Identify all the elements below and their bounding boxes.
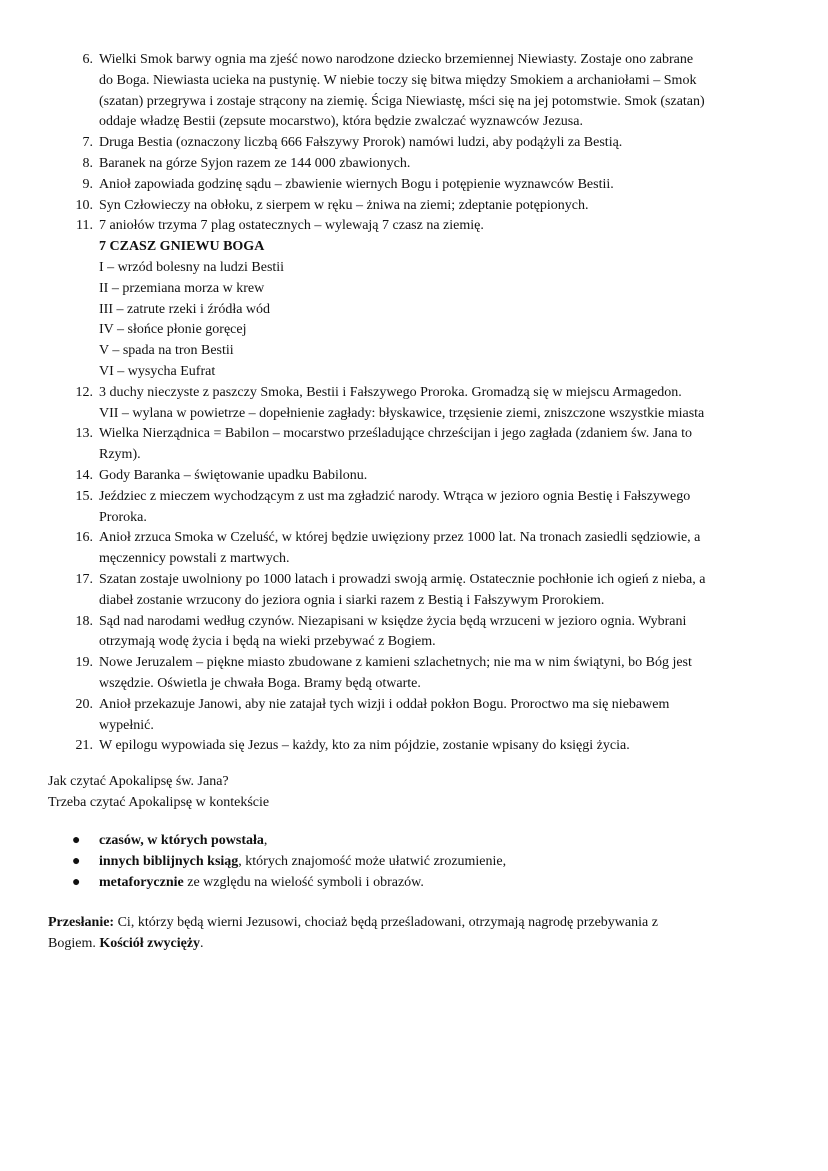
list-item — [48, 653, 778, 695]
bullet-item: ● innych biblijnych ksiąg, których znajomość może ułatwić zrozumienie, — [48, 852, 778, 873]
list-item-text: Anioł zrzuca Smoka w Czeluść, w której będzie uwięziony przez 1000 lat. Na tronach zasiedli sędziowie, a męczennicy powstali z martwych. — [99, 530, 701, 567]
list-item-number: 21. — [75, 738, 93, 754]
list-item-text: Gody Baranka – świętowanie upadku Babilonu. — [99, 467, 368, 483]
list-item — [48, 612, 778, 654]
list-item — [48, 216, 778, 237]
bowl-item: I – wrzód bolesny na ludzi Bestii — [99, 259, 285, 275]
list-item — [48, 50, 778, 133]
bowl-item: II – przemiana morza w krew — [99, 280, 265, 296]
list-item-text: Baranek na górze Syjon razem ze 144 000 zbawionych. — [99, 155, 411, 171]
message-conclusion: Kościół zwycięży — [99, 935, 201, 951]
bullet-item: ● czasów, w których powstała, — [48, 831, 778, 852]
list-item-text: Szatan zostaje uwolniony po 1000 latach i prowadzi swoją armię. Ostatecznie pochłonie ich ogień z nieba, a diabeł zostanie wrzucony do jeziora ognia i siarki razem z Bestią i Fałszywym Prorokiem. — [99, 571, 706, 608]
bullet-list — [48, 831, 778, 893]
list-item-number: 6. — [82, 52, 93, 67]
list-item-text: Anioł zapowiada godzinę sądu – zbawienie wiernych Bogu i potępienie wyznawców Bestii. — [99, 176, 614, 192]
list-item-number: 14. — [75, 467, 93, 483]
list-item — [48, 528, 778, 570]
bowl-item: VI – wysycha Eufrat — [99, 363, 216, 379]
bullet-icon: ● — [72, 874, 81, 890]
list-item — [48, 570, 778, 612]
list-item — [48, 736, 778, 757]
list-item-number: 15. — [75, 488, 93, 504]
list-item-number: 13. — [75, 426, 93, 442]
list-item-number: 7. — [82, 135, 93, 151]
list-item-number: 19. — [75, 655, 93, 671]
list-item-text: 7 aniołów trzyma 7 plag ostatecznych – wylewają 7 czasz na ziemię. — [99, 218, 484, 234]
list-item — [48, 154, 778, 175]
list-item-text: Wielka Nierządnica = Babilon – mocarstwo prześladujące chrześcijan i jego zagłada (zdaniem św. Jana to Rzym). — [99, 426, 693, 463]
list-item — [48, 383, 778, 404]
list-item-text: Syn Człowieczy na obłoku, z sierpem w ręku – żniwa na ziemi; zdeptanie potępionych. — [99, 197, 589, 213]
list-item-text: W epilogu wypowiada się Jezus – każdy, kto za nim pójdzie, zostanie wpisany do księgi życia. — [99, 738, 630, 754]
list-item — [48, 466, 778, 487]
list-item — [48, 695, 778, 737]
bullet-item: ● metaforycznie ze względu na wielość symboli i obrazów. — [48, 873, 778, 894]
numbered-list — [48, 50, 778, 757]
message-paragraph: Przesłanie: Ci, którzy będą wierni Jezusowi, chociaż będą prześladowani, otrzymają nagrodę przebywania z Bogiem. Kościół zwycięży. — [48, 915, 658, 951]
list-item-number: 9. — [82, 176, 93, 192]
list-item-number: 18. — [75, 613, 93, 629]
list-item-number: 16. — [75, 530, 93, 546]
bowl-item: IV – słońce płonie goręcej — [99, 322, 247, 338]
list-item-number: 10. — [75, 197, 93, 213]
list-item-number: 17. — [75, 571, 93, 587]
bowls-heading: 7 CZASZ GNIEWU BOGA — [99, 239, 265, 255]
list-item-text: 3 duchy nieczyste z paszczy Smoka, Bestii i Fałszywego Proroka. Gromadzą się w miejscu Armagedon. — [99, 384, 682, 400]
list-item — [48, 175, 778, 196]
question-line: Jak czytać Apokalipsę św. Jana? — [48, 774, 229, 789]
list-item — [48, 196, 778, 217]
list-item-text: Jeździec z mieczem wychodzącym z ust ma zgładzić narody. Wtrąca w jezioro ognia Bestię i Fałszywego Proroka. — [99, 488, 691, 525]
list-item-number: 20. — [75, 696, 93, 712]
list-item-text: Wielki Smok barwy ognia ma zjeść nowo narodzone dziecko brzemiennej Niewiasty. Zostaje ono zabrane do Boga. Niewiasta ucieka na pustynię. W niebie toczy się bitwa między Smokiem a archaniołami – Smok (szatan) przegrywa i zostaje strącony na ziemię. Ściga Niewiastę, mści się na jej potomstwie. Smok (szatan) oddaje władzę Bestii (zepsute mocarstwo), która będzie zwalczać wyznawców Jezusa. — [99, 52, 705, 130]
bowl-item: V – spada na tron Bestii — [99, 343, 234, 359]
list-item-text: Sąd nad narodami według czynów. Niezapisani w księdze życia będą wrzuceni w jezioro ognia. Wybrani otrzymają wodę życia i będą na wieki przebywać z Bogiem. — [99, 613, 687, 650]
list-item-text: Nowe Jeruzalem – piękne miasto zbudowane z kamieni szlachetnych; nie ma w nim świątyni, bo Bóg jest wszędzie. Oświetla je chwała Boga. Bramy będą otwarte. — [99, 655, 692, 691]
bullet-icon: ● — [72, 853, 81, 869]
bowl-item: III – zatrute rzeki i źródła wód — [99, 301, 271, 317]
message-label: Przesłanie: — [48, 915, 115, 930]
bowl-item-seventh: VII – wylana w powietrze – dopełnienie zagłady: błyskawice, trzęsienie ziemi, zniszczone wszystkie miasta — [99, 405, 705, 421]
list-item-text: Anioł przekazuje Janowi, aby nie zatajał tych wizji i oddał pokłon Bogu. Proroctwo ma się niebawem wypełnić. — [99, 696, 670, 733]
list-item — [48, 424, 778, 466]
list-item-number: 12. — [75, 384, 93, 400]
list-item-number: 11. — [76, 218, 93, 234]
list-item — [48, 487, 778, 529]
bullet-icon: ● — [72, 833, 81, 848]
list-item-text: Druga Bestia (oznaczony liczbą 666 Fałszywy Prorok) namówi ludzi, aby podążyli za Bestią. — [99, 135, 623, 151]
context-intro: Trzeba czytać Apokalipsę w kontekście — [48, 795, 270, 810]
list-item-number: 8. — [82, 155, 93, 171]
list-item — [48, 133, 778, 154]
